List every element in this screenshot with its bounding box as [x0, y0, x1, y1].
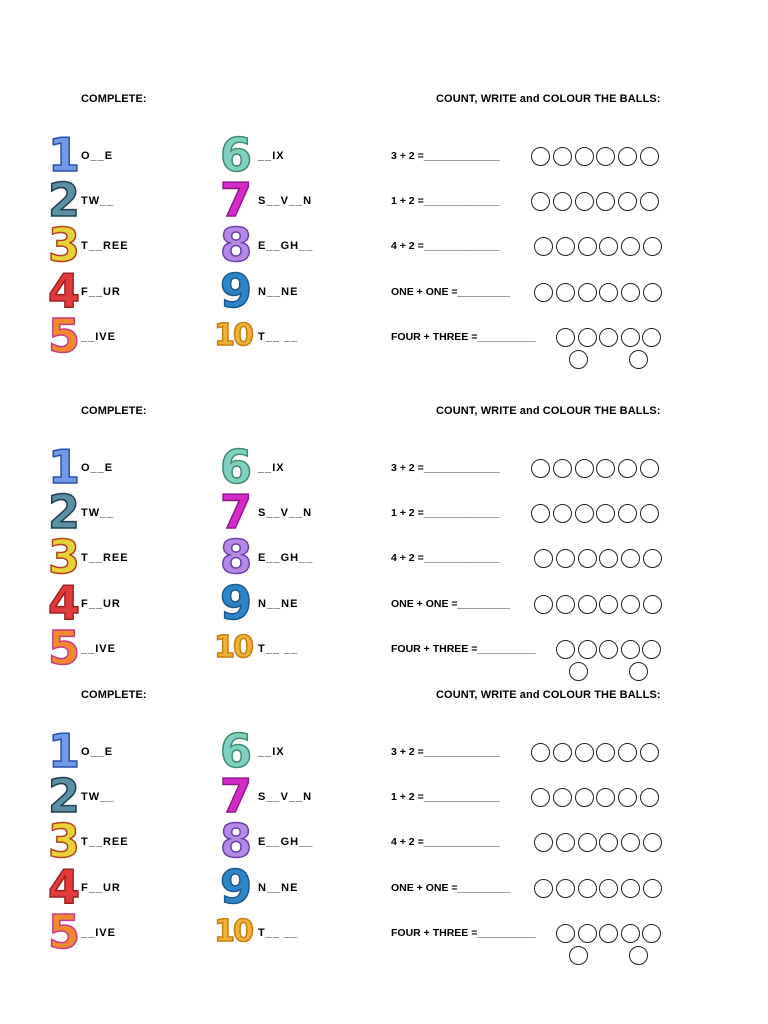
- ball-circle[interactable]: [553, 459, 572, 478]
- equation-answer-line[interactable]: 1 + 2 =_____________: [391, 507, 500, 519]
- missing-letter-word: F__UR: [81, 882, 121, 894]
- missing-letter-word: __IX: [258, 150, 285, 162]
- equation-answer-line[interactable]: ONE + ONE =_________: [391, 882, 511, 894]
- complete-heading: COMPLETE:: [81, 405, 147, 417]
- ball-circle[interactable]: [578, 237, 597, 256]
- ball-circle[interactable]: [618, 459, 637, 478]
- count-heading: COUNT, WRITE and COLOUR THE BALLS:: [436, 689, 661, 701]
- ball-circle[interactable]: [578, 924, 597, 943]
- number-6-icon: 6: [220, 440, 253, 494]
- ball-circle[interactable]: [643, 237, 662, 256]
- ball-circle[interactable]: [553, 743, 572, 762]
- ball-circle[interactable]: [531, 788, 550, 807]
- ball-circle[interactable]: [621, 924, 640, 943]
- ball-circle[interactable]: [575, 147, 594, 166]
- number-2-icon: 2: [48, 485, 81, 539]
- missing-letter-word: F__UR: [81, 286, 121, 298]
- ball-circle[interactable]: [578, 833, 597, 852]
- number-1-icon: 1: [48, 724, 81, 778]
- ball-circle[interactable]: [553, 788, 572, 807]
- count-heading: COUNT, WRITE and COLOUR THE BALLS:: [436, 405, 661, 417]
- number-5-icon: 5: [48, 309, 81, 363]
- ball-circle[interactable]: [556, 879, 575, 898]
- missing-letter-word: F__UR: [81, 598, 121, 610]
- ball-circle[interactable]: [531, 192, 550, 211]
- ball-circle[interactable]: [556, 237, 575, 256]
- ball-circle[interactable]: [621, 549, 640, 568]
- number-1-icon: 1: [48, 128, 81, 182]
- missing-letter-word: E__GH__: [258, 836, 314, 848]
- ball-circle[interactable]: [640, 147, 659, 166]
- ball-circle[interactable]: [575, 743, 594, 762]
- ball-circle[interactable]: [553, 192, 572, 211]
- ball-circle[interactable]: [534, 879, 553, 898]
- missing-letter-word: T__REE: [81, 552, 129, 564]
- missing-letter-word: __IX: [258, 746, 285, 758]
- ball-circle[interactable]: [596, 192, 615, 211]
- ball-circle[interactable]: [643, 283, 662, 302]
- ball-circle[interactable]: [621, 283, 640, 302]
- missing-letter-word: O__E: [81, 746, 114, 758]
- missing-letter-word: T__ __: [258, 927, 299, 939]
- number-3-icon: 3: [48, 530, 81, 584]
- missing-letter-word: T__REE: [81, 836, 129, 848]
- equation-answer-line[interactable]: FOUR + THREE =__________: [391, 927, 536, 939]
- missing-letter-word: S__V__N: [258, 195, 313, 207]
- ball-circle[interactable]: [618, 192, 637, 211]
- missing-letter-word: S__V__N: [258, 791, 313, 803]
- equation-answer-line[interactable]: 4 + 2 =_____________: [391, 836, 500, 848]
- number-6-icon: 6: [220, 128, 253, 182]
- equation-answer-line[interactable]: 3 + 2 =_____________: [391, 150, 500, 162]
- worksheet-section: [0, 309, 768, 675]
- ball-circle[interactable]: [596, 147, 615, 166]
- complete-heading: COMPLETE:: [81, 93, 147, 105]
- missing-letter-word: T__ __: [258, 643, 299, 655]
- ball-circle[interactable]: [578, 549, 597, 568]
- ball-circle[interactable]: [599, 283, 618, 302]
- ball-circle[interactable]: [575, 788, 594, 807]
- ball-circle[interactable]: [640, 788, 659, 807]
- ball-circle[interactable]: [618, 504, 637, 523]
- ball-circle[interactable]: [642, 924, 661, 943]
- ball-circle[interactable]: [618, 147, 637, 166]
- missing-letter-word: E__GH__: [258, 240, 314, 252]
- ball-circle[interactable]: [643, 879, 662, 898]
- complete-heading: COMPLETE:: [81, 689, 147, 701]
- number-5-icon: 5: [48, 621, 81, 675]
- ball-circle[interactable]: [556, 833, 575, 852]
- number-8-icon: 8: [220, 530, 253, 584]
- missing-letter-word: TW__: [81, 507, 115, 519]
- ball-circle[interactable]: [599, 237, 618, 256]
- number-2-icon: 2: [48, 769, 81, 823]
- number-4-icon: 4: [48, 860, 81, 914]
- ball-circle[interactable]: [596, 743, 615, 762]
- ball-circle[interactable]: [599, 833, 618, 852]
- missing-letter-word: T__REE: [81, 240, 129, 252]
- ball-circle[interactable]: [596, 788, 615, 807]
- missing-letter-word: __IVE: [81, 927, 116, 939]
- ball-circle[interactable]: [596, 459, 615, 478]
- number-4-icon: 4: [48, 264, 81, 318]
- ball-circle[interactable]: [575, 504, 594, 523]
- missing-letter-word: T__ __: [258, 331, 299, 343]
- ball-circle[interactable]: [556, 283, 575, 302]
- number-3-icon: 3: [48, 814, 81, 868]
- number-7-icon: 7: [220, 173, 253, 227]
- missing-letter-word: N__NE: [258, 598, 299, 610]
- ball-circle[interactable]: [569, 946, 588, 965]
- missing-letter-word: TW__: [81, 791, 115, 803]
- number-5-icon: 5: [48, 905, 81, 959]
- equation-answer-line[interactable]: ONE + ONE =_________: [391, 286, 511, 298]
- ball-circle[interactable]: [531, 147, 550, 166]
- ball-circle[interactable]: [534, 283, 553, 302]
- number-9-icon: 9: [220, 576, 253, 630]
- missing-letter-word: N__NE: [258, 882, 299, 894]
- missing-letter-word: __IX: [258, 462, 285, 474]
- ball-circle[interactable]: [640, 192, 659, 211]
- ball-circle[interactable]: [629, 946, 648, 965]
- ball-circle[interactable]: [534, 237, 553, 256]
- ball-circle[interactable]: [556, 549, 575, 568]
- number-1-icon: 1: [48, 440, 81, 494]
- ball-circle[interactable]: [556, 924, 575, 943]
- ball-circle[interactable]: [621, 237, 640, 256]
- equation-answer-line[interactable]: FOUR + THREE =__________: [391, 331, 536, 343]
- ball-circle[interactable]: [599, 924, 618, 943]
- number-4-icon: 4: [48, 576, 81, 630]
- number-10-icon: 10: [214, 914, 252, 949]
- ball-circle[interactable]: [531, 459, 550, 478]
- ball-circle[interactable]: [618, 743, 637, 762]
- ball-circle[interactable]: [621, 879, 640, 898]
- ball-circle[interactable]: [578, 283, 597, 302]
- ball-circle[interactable]: [596, 504, 615, 523]
- number-8-icon: 8: [220, 814, 253, 868]
- missing-letter-word: TW__: [81, 195, 115, 207]
- ball-circle[interactable]: [534, 549, 553, 568]
- number-3-icon: 3: [48, 218, 81, 272]
- missing-letter-word: N__NE: [258, 286, 299, 298]
- equation-answer-line[interactable]: 3 + 2 =_____________: [391, 462, 500, 474]
- number-10-icon: 10: [214, 318, 252, 353]
- ball-circle[interactable]: [531, 504, 550, 523]
- ball-circle[interactable]: [531, 743, 550, 762]
- ball-circle[interactable]: [553, 504, 572, 523]
- number-10-icon: 10: [214, 630, 252, 665]
- number-8-icon: 8: [220, 218, 253, 272]
- equation-answer-line[interactable]: 4 + 2 =_____________: [391, 552, 500, 564]
- ball-circle[interactable]: [599, 549, 618, 568]
- equation-answer-line[interactable]: ONE + ONE =_________: [391, 598, 511, 610]
- missing-letter-word: O__E: [81, 462, 114, 474]
- missing-letter-word: S__V__N: [258, 507, 313, 519]
- ball-circle[interactable]: [640, 743, 659, 762]
- ball-circle[interactable]: [618, 788, 637, 807]
- number-9-icon: 9: [220, 264, 253, 318]
- number-9-icon: 9: [220, 860, 253, 914]
- worksheet-section: [0, 0, 768, 363]
- equation-answer-line[interactable]: 4 + 2 =_____________: [391, 240, 500, 252]
- missing-letter-word: E__GH__: [258, 552, 314, 564]
- ball-circle[interactable]: [643, 549, 662, 568]
- missing-letter-word: O__E: [81, 150, 114, 162]
- worksheet-section: [0, 596, 768, 959]
- number-7-icon: 7: [220, 485, 253, 539]
- ball-circle[interactable]: [640, 504, 659, 523]
- ball-circle[interactable]: [599, 879, 618, 898]
- equation-answer-line[interactable]: 1 + 2 =_____________: [391, 791, 500, 803]
- number-6-icon: 6: [220, 724, 253, 778]
- ball-circle[interactable]: [553, 147, 572, 166]
- missing-letter-word: __IVE: [81, 643, 116, 655]
- ball-circle[interactable]: [575, 459, 594, 478]
- ball-circle[interactable]: [643, 833, 662, 852]
- count-heading: COUNT, WRITE and COLOUR THE BALLS:: [436, 93, 661, 105]
- number-2-icon: 2: [48, 173, 81, 227]
- equation-answer-line[interactable]: 1 + 2 =_____________: [391, 195, 500, 207]
- ball-circle[interactable]: [578, 879, 597, 898]
- ball-circle[interactable]: [534, 833, 553, 852]
- number-7-icon: 7: [220, 769, 253, 823]
- ball-circle[interactable]: [621, 833, 640, 852]
- equation-answer-line[interactable]: 3 + 2 =_____________: [391, 746, 500, 758]
- ball-circle[interactable]: [575, 192, 594, 211]
- missing-letter-word: __IVE: [81, 331, 116, 343]
- ball-circle[interactable]: [640, 459, 659, 478]
- equation-answer-line[interactable]: FOUR + THREE =__________: [391, 643, 536, 655]
